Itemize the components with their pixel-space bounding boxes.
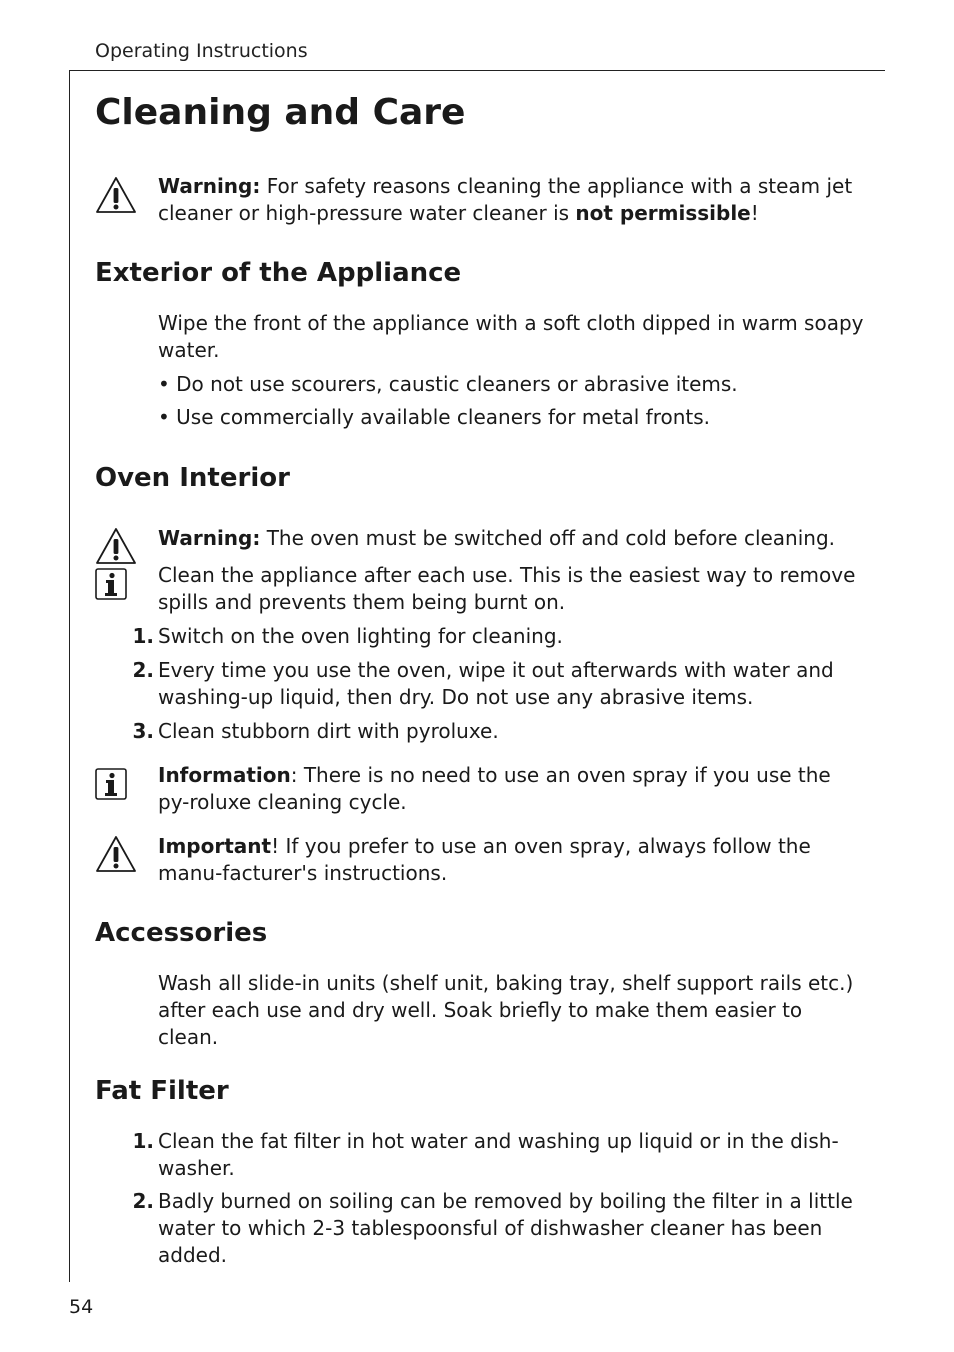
step-number: 1. xyxy=(132,624,154,648)
header-rule xyxy=(69,70,885,71)
warning-triangle-icon xyxy=(94,526,138,566)
information-icon xyxy=(94,567,128,601)
information-note: Information: There is no need to use an oven spray if you use the py-roluxe cleaning cycle. xyxy=(158,763,831,814)
heading-accessories: Accessories xyxy=(95,918,268,948)
warning-emphasis: not permissible xyxy=(575,201,751,225)
page-number: 54 xyxy=(69,1296,94,1318)
step-text: Every time you use the oven, wipe it out afterwards with water and washing-up liquid, then dry. Do not use any abrasive items. xyxy=(158,658,834,709)
step-number: 2. xyxy=(132,658,154,682)
information-label: Information xyxy=(158,763,291,787)
warning-safety-text: Warning: For safety reasons cleaning the appliance with a steam jet cleaner or high-pressure water cleaner is not permissible! xyxy=(158,174,853,225)
warning-label: Warning: xyxy=(158,174,261,198)
step-text: Clean the fat filter in hot water and washing up liquid or in the dish-washer. xyxy=(158,1129,839,1180)
accessories-paragraph: Wash all slide-in units (shelf unit, baking tray, shelf support rails etc.) after each use and dry well. Soak briefly to make them easier to clean. xyxy=(158,971,854,1049)
important-note: Important! If you prefer to use an oven spray, always follow the manu-facturer's instructions. xyxy=(158,834,811,885)
oven-warning-text: Warning: The oven must be switched off and cold before cleaning. xyxy=(158,526,836,550)
page-title: Cleaning and Care xyxy=(95,92,466,133)
exterior-paragraph: Wipe the front of the appliance with a soft cloth dipped in warm soapy water. xyxy=(158,311,864,362)
warning-triangle-icon xyxy=(94,834,138,874)
information-icon xyxy=(94,767,128,801)
step-number: 1. xyxy=(132,1129,154,1153)
heading-exterior: Exterior of the Appliance xyxy=(95,258,462,288)
heading-fat-filter: Fat Filter xyxy=(95,1076,229,1106)
info-paragraph: Clean the appliance after each use. This is the easiest way to remove spills and prevents them being burnt on. xyxy=(158,563,856,614)
exterior-bullet: • Use commercially available cleaners for metal fronts. xyxy=(158,405,711,429)
step-text: Badly burned on soiling can be removed by boiling the filter in a little water to which 2-3 tablespoonsful of dishwasher cleaner has been added. xyxy=(158,1189,853,1267)
step-number: 2. xyxy=(132,1189,154,1213)
margin-rule xyxy=(69,70,70,1282)
step-text: Switch on the oven lighting for cleaning. xyxy=(158,624,563,648)
exterior-bullet: • Do not use scourers, caustic cleaners or abrasive items. xyxy=(158,372,738,396)
warning-label: Warning: xyxy=(158,526,261,550)
step-number: 3. xyxy=(132,719,154,743)
important-label: Important xyxy=(158,834,272,858)
warning-triangle-icon xyxy=(94,175,138,215)
heading-oven-interior: Oven Interior xyxy=(95,463,290,493)
step-text: Clean stubborn dirt with pyroluxe. xyxy=(158,719,499,743)
running-header: Operating Instructions xyxy=(95,40,308,62)
